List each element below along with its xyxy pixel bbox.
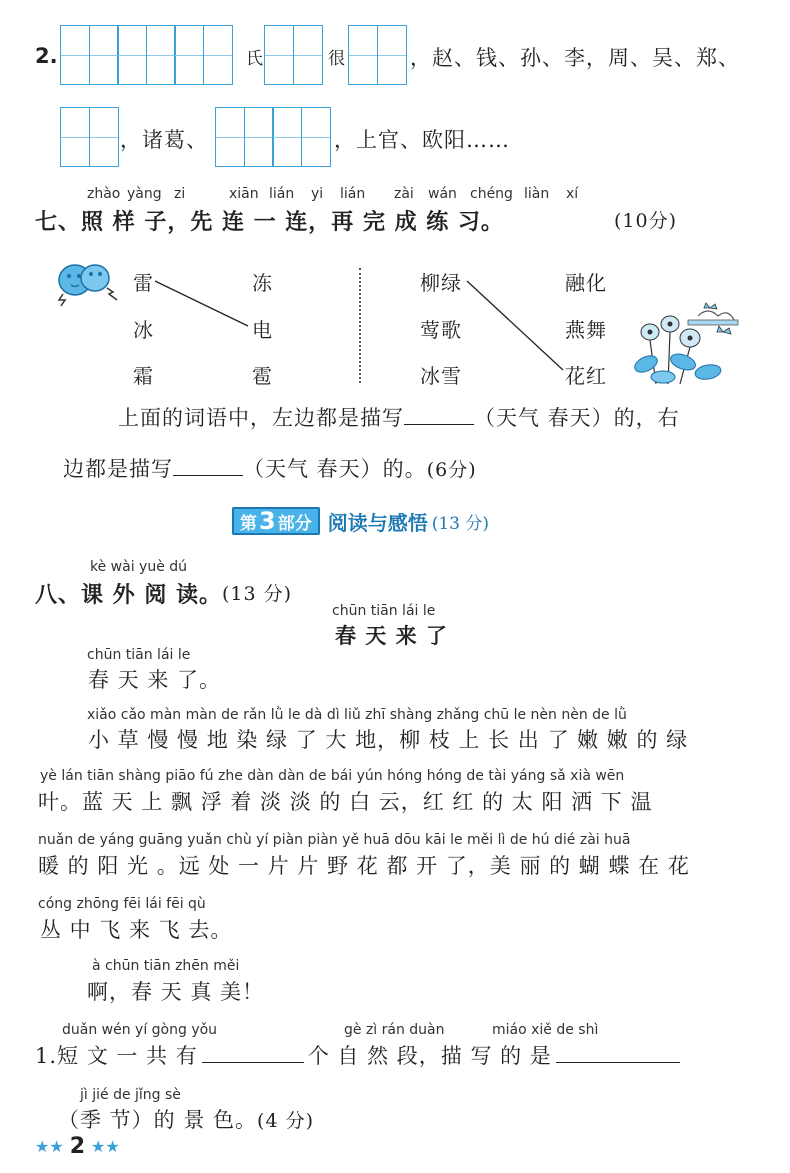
sentence-part: 边都是描写 [63,457,173,481]
sentence-part: （天气 春天）的。 [243,457,427,481]
article-line: 暖 的 阳 光 。远 处 一 片 片 野 花 都 开 了，美 丽 的 蝴 蝶 在 花 [38,854,690,878]
pinyin: zi [174,186,186,202]
weather-word[interactable]: 雷 [133,271,154,295]
article-line: 啊，春 天 真 美！ [87,980,265,1004]
q2-char-shi: 氏 [246,49,264,69]
sub1-pinyin-d: jì jié de jǐng sè [80,1087,181,1103]
answer-blank[interactable] [202,1062,304,1063]
pinyin: wán [428,186,457,202]
article-line-pinyin: chūn tiān lái le [87,647,191,663]
answer-blank[interactable] [556,1062,680,1063]
section-title: 阅读与感悟 [327,510,428,535]
spring-word[interactable]: 燕舞 [565,318,607,342]
pinyin: chéng [470,186,513,202]
answer-blank[interactable] [173,475,243,476]
pinyin: lián [340,186,366,202]
spring-word[interactable]: 柳绿 [420,271,462,295]
pinyin: lián [269,186,295,202]
sentence-part: 上面的词语中，左边都是描写 [118,406,404,430]
score-label: (6分) [426,459,477,481]
page-footer [35,1134,120,1159]
pinyin: xiān [229,186,259,202]
q7-sentence-1 [118,402,680,432]
sub1-line-2 [58,1104,314,1134]
sentence-part: （天气 春天）的，右 [474,406,680,430]
sub1-pinyin-c: miáo xiě de shì [492,1022,599,1038]
article-line-pinyin: xiǎo cǎo màn màn de rǎn lǜ le dà dì liǔ zhī shàng zhǎng chū le nèn nèn de lǜ [87,707,627,723]
pinyin: zhào [87,186,121,202]
badge-number: 3 [259,507,276,535]
q8-title: 八、课 外 阅 读。 [35,582,222,608]
spring-word[interactable]: 冰雪 [420,364,462,388]
q8-pinyin: kè wài yuè dú [90,559,188,575]
sub1-text: 1.短 文 一 共 有 [35,1044,198,1068]
q2-row2-mid: ，诸葛、 [120,128,208,152]
spring-word[interactable]: 花红 [565,364,607,388]
section-score: (13 分) [431,513,490,534]
example-line-left [155,281,248,326]
weather-word[interactable]: 雹 [252,364,273,388]
sub1-line-1 [35,1040,680,1070]
badge-text: 第 [240,513,257,534]
pinyin: liàn [524,186,550,202]
q7-score: (10分) [614,210,678,232]
article-line-pinyin: yè lán tiān shàng piāo fú zhe dàn dàn de bái yún hóng hóng de tài yáng sǎ xià wēn [40,768,625,784]
weather-word[interactable]: 冻 [252,271,273,295]
section-badge [232,507,320,535]
article-line-pinyin: nuǎn de yáng guāng yuǎn chù yí piàn piàn yě huā dōu kāi le měi lì de hú dié zài huā [38,832,631,848]
sub1-pinyin-b: gè zì rán duàn [344,1022,445,1038]
article-line: 春 天 来 了。 [88,668,222,692]
page-number: 2 [69,1134,85,1159]
pinyin: yàng [127,186,162,202]
article-line-pinyin: cóng zhōng fēi lái fēi qù [38,896,206,912]
answer-blank[interactable] [404,424,474,425]
example-line-right [467,281,563,370]
q2-row2-tail: ，上官、欧阳…… [334,128,510,152]
sub1-pinyin-a: duǎn wén yí gòng yǒu [62,1022,218,1038]
section-3-header [232,507,489,535]
pinyin: zài [394,186,414,202]
q2-char-hen: 很 [328,49,346,69]
article-line: 叶。蓝 天 上 飘 浮 着 淡 淡 的 白 云，红 红 的 太 阳 洒 下 温 [38,790,653,814]
sub1-text: 个 自 然 段，描 写 的 是 [307,1044,552,1068]
article-line-pinyin: à chūn tiān zhēn měi [92,958,240,974]
article-line: 小 草 慢 慢 地 染 绿 了 大 地，柳 枝 上 长 出 了 嫩 嫩 的 绿 [88,728,689,752]
weather-word[interactable]: 电 [252,318,273,342]
weather-word[interactable]: 霜 [133,364,154,388]
weather-word[interactable]: 冰 [133,318,154,342]
score-label: (4 分) [257,1110,314,1132]
article-title: 春 天 来 了 [335,623,448,648]
spring-word[interactable]: 莺歌 [420,318,462,342]
q2-surnames: ，赵、钱、孙、李，周、吴、郑、 [410,46,740,70]
q2-number: 2. [35,44,58,68]
pinyin: yi [311,186,324,202]
article-line: 丛 中 飞 来 飞 去。 [40,918,233,942]
pinyin: xí [566,186,579,202]
star-icon: ★★ [35,1137,64,1156]
badge-text: 部分 [277,513,312,534]
article-title-pinyin: chūn tiān lái le [332,603,436,619]
flower-butterfly-icon [628,302,743,390]
q7-title: 七、照 样 子，先 连 一 连，再 完 成 练 习。 [35,209,504,235]
star-icon: ★★ [91,1137,120,1156]
q7-sentence-2 [63,453,477,483]
sub1-text: （季 节）的 景 色。 [58,1108,258,1132]
q8-score: (13 分) [222,583,293,605]
spring-word[interactable]: 融化 [565,271,607,295]
